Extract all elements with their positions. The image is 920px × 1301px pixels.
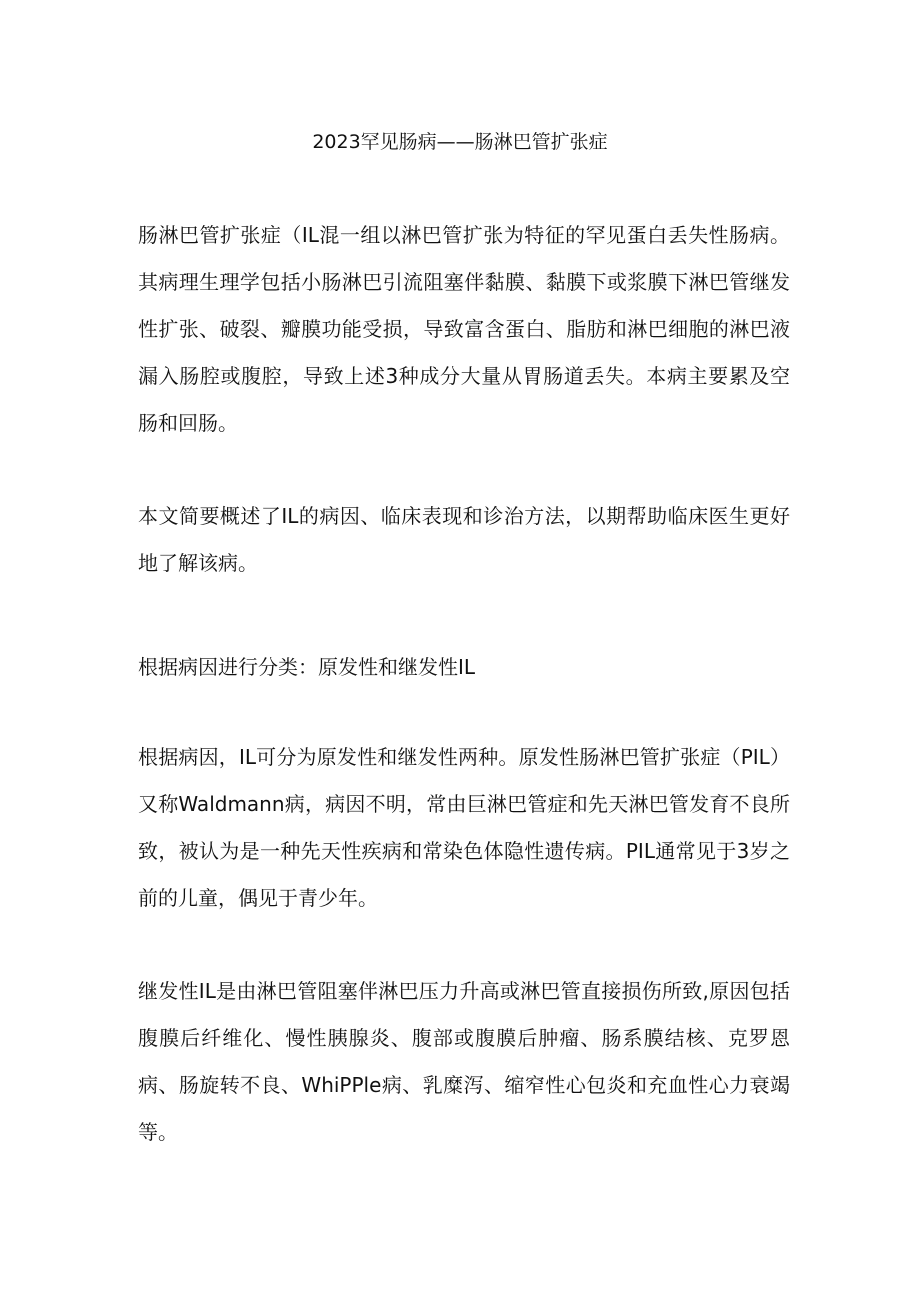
paragraph-definition: 肠淋巴管扩张症（IL混一组以淋巴管扩张为特征的罕见蛋白丢失性肠病。其病理生理学包括小肠淋巴引流阻塞伴黏膜、黏膜下或浆膜下淋巴管继发性扩张、破裂、瓣膜功能受损，导致富含蛋白、脂肪和淋巴细胞的淋巴液漏入肠腔或腹腔，导致上述3种成分大量从胃肠道丢失。本病主要累及空肠和回肠。	[138, 223, 790, 435]
document-title: 2023罕见肠病——肠淋巴管扩张症	[312, 131, 608, 153]
section-heading-classification: 根据病因进行分类：原发性和继发性IL	[138, 655, 476, 679]
paragraph-secondary-il: 继发性IL是由淋巴管阻塞伴淋巴压力升高或淋巴管直接损伤所致,原因包括腹膜后纤维化、慢性胰腺炎、腹部或腹膜后肿瘤、肠系膜结核、克罗恩病、肠旋转不良、WhiPPle病、乳糜泻、缩窄性心包炎和充血性心力衰竭等。	[138, 979, 790, 1144]
paragraph-primary-il: 根据病因，IL可分为原发性和继发性两种。原发性肠淋巴管扩张症（PIL）又称Waldmann病，病因不明，常由巨淋巴管症和先天淋巴管发育不良所致，被认为是一种先天性疾病和常染色体隐性遗传病。PIL通常见于3岁之前的儿童，偶见于青少年。	[138, 745, 790, 910]
paragraph-overview: 本文简要概述了IL的病因、临床表现和诊治方法，以期帮助临床医生更好地了解该病。	[138, 504, 790, 575]
